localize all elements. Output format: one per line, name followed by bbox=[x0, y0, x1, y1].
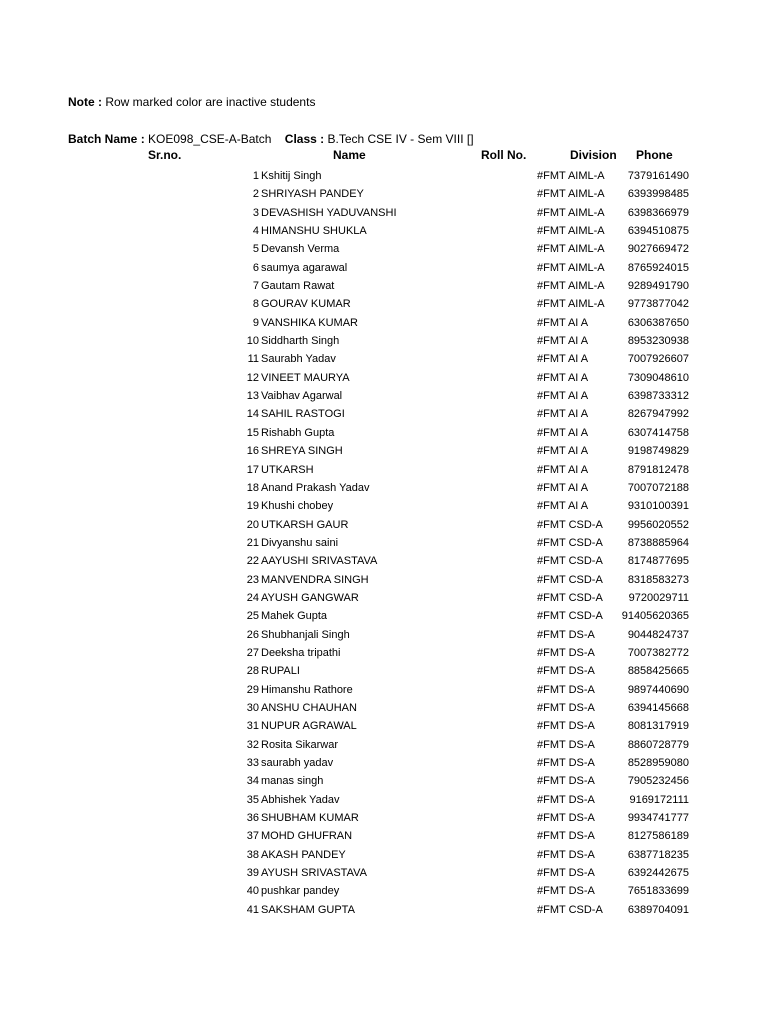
student-name: UTKARSH GAUR bbox=[261, 518, 349, 531]
student-name: Deeksha tripathi bbox=[261, 646, 341, 659]
table-row bbox=[0, 644, 768, 662]
sr-number: 27 bbox=[246, 646, 259, 659]
student-name: Vaibhav Agarwal bbox=[261, 390, 343, 403]
table-row bbox=[0, 662, 768, 680]
sr-number: 8 bbox=[252, 298, 259, 311]
division-value: #FMT AIML-A bbox=[537, 243, 605, 256]
phone-number: 9289491790 bbox=[627, 280, 689, 293]
student-name: Kshitij Singh bbox=[261, 170, 322, 182]
student-name: Abhishek Yadav bbox=[261, 793, 340, 806]
sr-number: 33 bbox=[246, 757, 259, 769]
student-name: Devansh Verma bbox=[261, 243, 340, 256]
phone-number: 6389704091 bbox=[627, 903, 689, 916]
sr-number: 39 bbox=[246, 867, 259, 880]
header-division: Division bbox=[570, 148, 617, 162]
sr-number: 4 bbox=[252, 225, 259, 238]
division-value: #FMT AIML-A bbox=[537, 170, 605, 182]
division-value: #FMT DS-A bbox=[537, 628, 595, 641]
division-value: #FMT AI A bbox=[537, 316, 589, 329]
phone-number: 9956020552 bbox=[627, 518, 689, 531]
division-value: #FMT AI A bbox=[537, 353, 589, 366]
student-name: saurabh yadav bbox=[261, 757, 334, 769]
phone-number: 8081317919 bbox=[627, 720, 689, 733]
phone-number: 8127586189 bbox=[627, 830, 689, 843]
table-row bbox=[0, 222, 768, 240]
division-value: #FMT CSD-A bbox=[537, 591, 603, 604]
table-row bbox=[0, 772, 768, 790]
table-row bbox=[0, 369, 768, 387]
student-name: MOHD GHUFRAN bbox=[261, 830, 353, 843]
class-value: B.Tech CSE IV - Sem VIII [] bbox=[327, 132, 474, 146]
student-name: AKASH PANDEY bbox=[261, 848, 346, 861]
table-row bbox=[0, 901, 768, 919]
phone-number: 7651833699 bbox=[627, 885, 689, 898]
division-value: #FMT AIML-A bbox=[537, 261, 605, 274]
division-value: #FMT DS-A bbox=[537, 720, 595, 733]
note-line bbox=[68, 95, 315, 109]
sr-number: 20 bbox=[246, 518, 259, 531]
sr-number: 21 bbox=[246, 536, 259, 549]
division-value: #FMT DS-A bbox=[537, 848, 595, 861]
class-label: Class : bbox=[284, 132, 325, 146]
student-name: ANSHU CHAUHAN bbox=[261, 701, 357, 714]
student-table-body bbox=[0, 167, 768, 919]
division-value: #FMT CSD-A bbox=[537, 610, 603, 623]
sr-number: 13 bbox=[246, 390, 259, 403]
batch-name-value: KOE098_CSE-A-Batch bbox=[148, 132, 272, 146]
header-name: Name bbox=[333, 148, 366, 162]
sr-number: 1 bbox=[252, 170, 259, 182]
sr-number: 40 bbox=[246, 885, 259, 898]
phone-number: 8860728779 bbox=[627, 738, 689, 751]
table-row bbox=[0, 827, 768, 845]
sr-number: 12 bbox=[246, 371, 259, 384]
sr-number: 16 bbox=[246, 445, 259, 458]
table-row bbox=[0, 791, 768, 809]
division-value: #FMT CSD-A bbox=[537, 518, 603, 531]
student-name: SHRIYASH PANDEY bbox=[261, 188, 364, 201]
header-roll-no: Roll No. bbox=[481, 148, 527, 162]
division-value: #FMT AI A bbox=[537, 445, 589, 458]
phone-number: 9773877042 bbox=[627, 298, 689, 311]
table-row bbox=[0, 277, 768, 295]
table-row bbox=[0, 717, 768, 735]
student-name: SAKSHAM GUPTA bbox=[261, 903, 355, 916]
division-value: #FMT AI A bbox=[537, 463, 589, 476]
division-value: #FMT DS-A bbox=[537, 646, 595, 659]
sr-number: 7 bbox=[252, 280, 259, 293]
phone-number: 7007382772 bbox=[627, 646, 689, 659]
student-name: GOURAV KUMAR bbox=[261, 298, 351, 311]
header-srno: Sr.no. bbox=[148, 148, 182, 162]
note-text: Row marked color are inactive students bbox=[105, 95, 316, 109]
student-name: Mahek Gupta bbox=[261, 610, 328, 623]
table-row bbox=[0, 882, 768, 900]
table-row bbox=[0, 442, 768, 460]
batch-name-label: Batch Name : bbox=[68, 132, 145, 146]
table-row bbox=[0, 846, 768, 864]
division-value: #FMT AI A bbox=[537, 500, 589, 513]
table-row bbox=[0, 571, 768, 589]
phone-number: 7905232456 bbox=[627, 775, 689, 788]
division-value: #FMT DS-A bbox=[537, 775, 595, 788]
sr-number: 10 bbox=[246, 335, 259, 348]
division-value: #FMT AIML-A bbox=[537, 188, 605, 201]
table-row bbox=[0, 479, 768, 497]
batch-line bbox=[68, 132, 474, 146]
student-name: MANVENDRA SINGH bbox=[261, 573, 369, 586]
table-row bbox=[0, 589, 768, 607]
sr-number: 24 bbox=[246, 591, 259, 604]
division-value: #FMT CSD-A bbox=[537, 555, 603, 568]
student-name: Himanshu Rathore bbox=[261, 683, 353, 696]
table-row bbox=[0, 424, 768, 442]
table-row bbox=[0, 497, 768, 515]
table-row bbox=[0, 699, 768, 717]
sr-number: 37 bbox=[246, 830, 259, 843]
table-row bbox=[0, 809, 768, 827]
sr-number: 19 bbox=[246, 500, 259, 513]
division-value: #FMT CSD-A bbox=[537, 573, 603, 586]
sr-number: 22 bbox=[246, 555, 259, 568]
division-value: #FMT DS-A bbox=[537, 665, 595, 678]
division-value: #FMT AI A bbox=[537, 390, 589, 403]
student-name: pushkar pandey bbox=[261, 885, 340, 898]
division-value: #FMT AIML-A bbox=[537, 225, 605, 238]
division-value: #FMT AIML-A bbox=[537, 280, 605, 293]
student-name: Khushi chobey bbox=[261, 500, 334, 513]
table-row bbox=[0, 736, 768, 754]
division-value: #FMT AIML-A bbox=[537, 206, 605, 219]
student-name: SAHIL RASTOGI bbox=[261, 408, 345, 421]
division-value: #FMT DS-A bbox=[537, 793, 595, 806]
phone-number: 6392442675 bbox=[627, 867, 689, 880]
division-value: #FMT AI A bbox=[537, 408, 589, 421]
sr-number: 28 bbox=[246, 665, 259, 678]
student-name: Gautam Rawat bbox=[261, 280, 335, 293]
table-row bbox=[0, 461, 768, 479]
student-name: saumya agarawal bbox=[261, 261, 348, 274]
table-row bbox=[0, 516, 768, 534]
student-name: Rishabh Gupta bbox=[261, 426, 335, 439]
table-row bbox=[0, 552, 768, 570]
phone-number: 7379161490 bbox=[627, 170, 689, 182]
student-name: SHREYA SINGH bbox=[261, 445, 343, 458]
sr-number: 17 bbox=[246, 463, 259, 476]
phone-number: 8953230938 bbox=[627, 335, 689, 348]
student-name: Shubhanjali Singh bbox=[261, 628, 350, 641]
division-value: #FMT DS-A bbox=[537, 830, 595, 843]
sr-number: 14 bbox=[246, 408, 259, 421]
phone-number: 9720029711 bbox=[628, 591, 689, 604]
student-name: AAYUSHI SRIVASTAVA bbox=[261, 555, 378, 568]
division-value: #FMT DS-A bbox=[537, 701, 595, 714]
table-row bbox=[0, 387, 768, 405]
division-value: #FMT DS-A bbox=[537, 885, 595, 898]
phone-number: 7007926607 bbox=[627, 353, 689, 366]
student-name: Saurabh Yadav bbox=[261, 353, 336, 366]
table-row bbox=[0, 204, 768, 222]
phone-number: 6306387650 bbox=[627, 316, 689, 329]
table-row bbox=[0, 259, 768, 277]
sr-number: 9 bbox=[252, 316, 259, 329]
sr-number: 30 bbox=[246, 701, 259, 714]
note-label: Note : bbox=[68, 95, 102, 109]
phone-number: 8765924015 bbox=[627, 261, 689, 274]
table-row bbox=[0, 240, 768, 258]
phone-number: 7309048610 bbox=[627, 371, 689, 384]
phone-number: 7007072188 bbox=[627, 481, 689, 494]
phone-number: 6398366979 bbox=[627, 206, 689, 219]
student-name: VANSHIKA KUMAR bbox=[261, 316, 358, 329]
sr-number: 38 bbox=[246, 848, 259, 861]
student-name: SHUBHAM KUMAR bbox=[261, 812, 359, 825]
student-name: AYUSH GANGWAR bbox=[261, 591, 359, 604]
table-row bbox=[0, 332, 768, 350]
phone-number: 9310100391 bbox=[627, 500, 689, 513]
division-value: #FMT DS-A bbox=[537, 812, 595, 825]
sr-number: 35 bbox=[246, 793, 259, 806]
table-row bbox=[0, 681, 768, 699]
phone-number: 9897440690 bbox=[627, 683, 689, 696]
phone-number: 6394145668 bbox=[627, 701, 689, 714]
division-value: #FMT DS-A bbox=[537, 738, 595, 751]
table-row bbox=[0, 534, 768, 552]
sr-number: 18 bbox=[246, 481, 259, 494]
phone-number: 9198749829 bbox=[627, 445, 689, 458]
division-value: #FMT AI A bbox=[537, 335, 589, 348]
student-name: HIMANSHU SHUKLA bbox=[261, 225, 367, 238]
phone-number: 8318583273 bbox=[627, 573, 689, 586]
sr-number: 26 bbox=[246, 628, 259, 641]
student-name: UTKARSH bbox=[261, 463, 314, 476]
student-name: Anand Prakash Yadav bbox=[261, 481, 370, 494]
sr-number: 6 bbox=[252, 261, 259, 274]
student-name: DEVASHISH YADUVANSHI bbox=[261, 206, 397, 219]
student-name: NUPUR AGRAWAL bbox=[261, 720, 357, 733]
phone-number: 6307414758 bbox=[627, 426, 689, 439]
sr-number: 34 bbox=[246, 775, 259, 788]
student-name: Rosita Sikarwar bbox=[261, 738, 339, 751]
phone-number: 9934741777 bbox=[627, 812, 689, 825]
table-row bbox=[0, 754, 768, 772]
phone-number: 6393998485 bbox=[627, 188, 689, 201]
table-row bbox=[0, 864, 768, 882]
division-value: #FMT AI A bbox=[537, 426, 589, 439]
sr-number: 2 bbox=[252, 188, 259, 201]
division-value: #FMT AIML-A bbox=[537, 298, 605, 311]
table-row bbox=[0, 167, 768, 185]
table-row bbox=[0, 295, 768, 313]
phone-number: 8738885964 bbox=[627, 536, 689, 549]
sr-number: 25 bbox=[246, 610, 259, 623]
division-value: #FMT DS-A bbox=[537, 757, 595, 769]
table-row bbox=[0, 185, 768, 203]
student-name: manas singh bbox=[261, 775, 324, 788]
sr-number: 11 bbox=[247, 353, 259, 366]
sr-number: 31 bbox=[246, 720, 259, 733]
sr-number: 32 bbox=[246, 738, 259, 751]
table-row bbox=[0, 314, 768, 332]
header-phone: Phone bbox=[636, 148, 673, 162]
sr-number: 36 bbox=[246, 812, 259, 825]
phone-number: 9027669472 bbox=[627, 243, 689, 256]
student-name: VINEET MAURYA bbox=[261, 371, 350, 384]
sr-number: 23 bbox=[246, 573, 259, 586]
phone-number: 9044824737 bbox=[627, 628, 689, 641]
phone-number: 91405620365 bbox=[621, 610, 689, 623]
sr-number: 3 bbox=[252, 206, 259, 219]
division-value: #FMT DS-A bbox=[537, 867, 595, 880]
phone-number: 8528959080 bbox=[627, 757, 689, 769]
student-name: Siddharth Singh bbox=[261, 335, 340, 348]
sr-number: 5 bbox=[252, 243, 259, 256]
table-row bbox=[0, 607, 768, 625]
phone-number: 8174877695 bbox=[627, 555, 689, 568]
sr-number: 41 bbox=[246, 903, 259, 916]
division-value: #FMT AI A bbox=[537, 481, 589, 494]
phone-number: 8858425665 bbox=[627, 665, 689, 678]
phone-number: 8267947992 bbox=[627, 408, 689, 421]
student-name: RUPALI bbox=[261, 665, 300, 678]
student-name: AYUSH SRIVASTAVA bbox=[261, 867, 367, 880]
phone-number: 8791812478 bbox=[627, 463, 689, 476]
table-row bbox=[0, 350, 768, 368]
phone-number: 6398733312 bbox=[627, 390, 689, 403]
phone-number: 6394510875 bbox=[627, 225, 689, 238]
phone-number: 6387718235 bbox=[627, 848, 689, 861]
sr-number: 29 bbox=[246, 683, 259, 696]
table-row bbox=[0, 626, 768, 644]
division-value: #FMT CSD-A bbox=[537, 536, 603, 549]
student-name: Divyanshu saini bbox=[261, 536, 339, 549]
division-value: #FMT CSD-A bbox=[537, 903, 603, 916]
division-value: #FMT AI A bbox=[537, 371, 589, 384]
phone-number: 9169172111 bbox=[629, 793, 689, 806]
sr-number: 15 bbox=[246, 426, 259, 439]
table-row bbox=[0, 405, 768, 423]
division-value: #FMT DS-A bbox=[537, 683, 595, 696]
